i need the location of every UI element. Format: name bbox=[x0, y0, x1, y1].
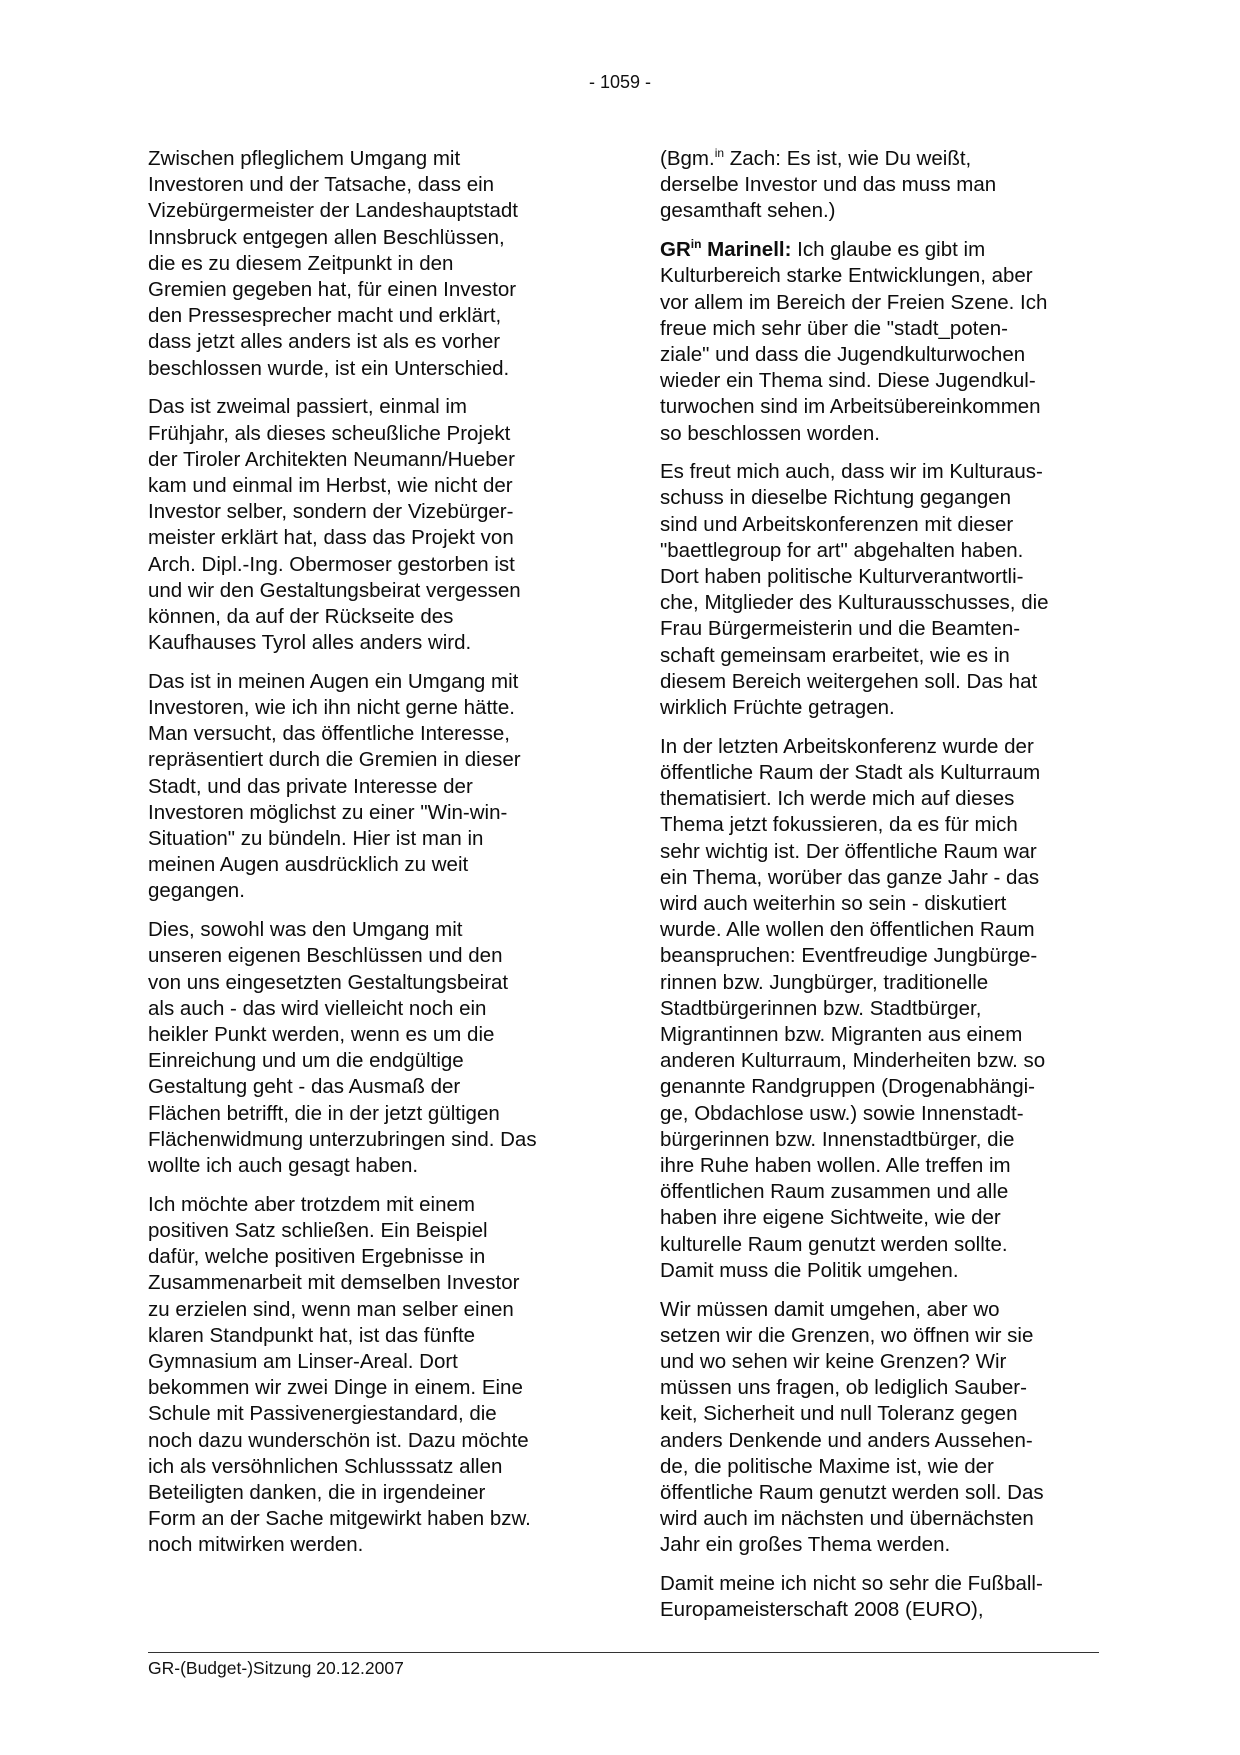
text-line: so beschlossen worden. bbox=[660, 421, 880, 445]
text-line: setzen wir die Grenzen, wo öffnen wir sie bbox=[660, 1323, 1034, 1347]
text-line: bürgerinnen bzw. Innenstadtbürger, die bbox=[660, 1127, 1015, 1151]
text-line: anderen Kulturraum, Minderheiten bzw. so bbox=[660, 1049, 1046, 1073]
interjection-rest: Zach: Es ist, wie Du weißt, bbox=[724, 147, 972, 170]
text-line: der Tiroler Architekten Neumann/Hueber bbox=[148, 447, 515, 471]
text-line: Wir müssen damit umgehen, aber wo bbox=[660, 1297, 1000, 1321]
text-line: Investoren, wie ich ihn nicht gerne hätte. bbox=[148, 696, 515, 720]
text-line: wollte ich auch gesagt haben. bbox=[148, 1154, 419, 1178]
text-line: unseren eigenen Beschlüssen und den bbox=[148, 944, 503, 968]
text-line bbox=[660, 146, 1100, 172]
interjection-prefix: (Bgm. bbox=[660, 147, 715, 170]
paragraph bbox=[148, 917, 588, 1179]
text-line: "baettlegroup for art" abgehalten haben. bbox=[660, 538, 1024, 562]
paragraph bbox=[660, 1571, 1100, 1623]
text-line: Innsbruck entgegen allen Beschlüssen, bbox=[148, 225, 505, 249]
text-line: den Pressesprecher macht und erklärt, bbox=[148, 304, 502, 328]
text-line: Das ist zweimal passiert, einmal im bbox=[148, 395, 467, 419]
text-line: öffentlichen Raum zusammen und alle bbox=[660, 1180, 1009, 1204]
text-line: de, die politische Maxime ist, wie der bbox=[660, 1454, 994, 1478]
text-line: Das ist in meinen Augen ein Umgang mit bbox=[148, 669, 519, 693]
text-line: beschlossen wurde, ist ein Unterschied. bbox=[148, 356, 510, 380]
text-line: ich als versöhnlichen Schlusssatz allen bbox=[148, 1454, 503, 1478]
text-line: Gremien gegeben hat, für einen Investor bbox=[148, 278, 517, 302]
text-line: freue mich sehr über die "stadt_poten- bbox=[660, 316, 1008, 340]
text-line: und wo sehen wir keine Grenzen? Wir bbox=[660, 1349, 1007, 1373]
text-line: Es freut mich auch, dass wir im Kulturaus- bbox=[660, 460, 1043, 484]
text-line: rinnen bzw. Jungbürger, traditionelle bbox=[660, 970, 989, 994]
footer-session-label: GR-(Budget-)Sitzung 20.12.2007 bbox=[148, 1658, 404, 1678]
text-line: gegangen. bbox=[148, 879, 245, 903]
text-line: Flächen betrifft, die in der jetzt gültigen bbox=[148, 1101, 500, 1125]
text-line: schuss in dieselbe Richtung gegangen bbox=[660, 486, 1012, 510]
text-line: Thema jetzt fokussieren, da es für mich bbox=[660, 813, 1018, 837]
text-line: Vizebürgermeister der Landeshauptstadt bbox=[148, 199, 518, 223]
text-line: wieder ein Thema sind. Diese Jugendkul- bbox=[660, 369, 1036, 393]
text-line: che, Mitglieder des Kulturausschusses, die bbox=[660, 591, 1049, 615]
text-line: Beteiligten danken, die in irgendeiner bbox=[148, 1480, 486, 1504]
text-line: sehr wichtig ist. Der öffentliche Raum war bbox=[660, 839, 1037, 863]
right-column bbox=[660, 146, 1100, 1636]
text-line: Einreichung und um die endgültige bbox=[148, 1049, 464, 1073]
paragraph bbox=[148, 146, 588, 382]
text-line: Frau Bürgermeisterin und die Beamten- bbox=[660, 617, 1021, 641]
text-line: Ich möchte aber trotzdem mit einem bbox=[148, 1192, 475, 1216]
speaker-label: Marinell: bbox=[701, 238, 792, 262]
paragraph bbox=[148, 1192, 588, 1559]
paragraph bbox=[660, 459, 1100, 721]
text-line: Frühjahr, als dieses scheußliche Projekt bbox=[148, 421, 511, 445]
text-line: müssen uns fragen, ob lediglich Sauber- bbox=[660, 1376, 1027, 1400]
speech-first-line: Ich glaube es gibt im bbox=[791, 238, 986, 262]
text-line: wirklich Früchte getragen. bbox=[660, 696, 895, 720]
text-line: Gestaltung geht - das Ausmaß der bbox=[148, 1075, 461, 1099]
text-line: beanspruchen: Eventfreudige Jungbürge- bbox=[660, 944, 1038, 968]
paragraph bbox=[660, 734, 1100, 1284]
text-line: Migrantinnen bzw. Migranten aus einem bbox=[660, 1023, 1023, 1046]
text-line: ziale" und dass die Jugendkulturwochen bbox=[660, 342, 1026, 366]
text-line: Man versucht, das öffentliche Interesse, bbox=[148, 722, 510, 746]
text-line: schaft gemeinsam erarbeitet, wie es in bbox=[660, 643, 1010, 667]
text-line: sind und Arbeitskonferenzen mit dieser bbox=[660, 512, 1014, 536]
text-line: turwochen sind im Arbeitsübereinkommen bbox=[660, 395, 1041, 419]
page-number: - 1059 - bbox=[588, 72, 652, 92]
text-line: Damit meine ich nicht so sehr die Fußball- bbox=[660, 1572, 1043, 1596]
text-line: wird auch weiterhin so sein - diskutiert bbox=[660, 891, 1007, 915]
text-line: dafür, welche positiven Ergebnisse in bbox=[148, 1245, 486, 1269]
text-line: meister erklärt hat, dass das Projekt von bbox=[148, 526, 514, 550]
text-line: noch mitwirken werden. bbox=[148, 1533, 364, 1557]
text-line: bekommen wir zwei Dinge in einem. Eine bbox=[148, 1376, 523, 1400]
text-line: und wir den Gestaltungsbeirat vergessen bbox=[148, 578, 521, 602]
text-line: Jahr ein großes Thema werden. bbox=[660, 1533, 951, 1557]
text-line: meinen Augen ausdrücklich zu weit bbox=[148, 853, 469, 877]
text-line: Investoren möglichst zu einer "Win-win- bbox=[148, 800, 508, 824]
text-line: Schule mit Passivenergiestandard, die bbox=[148, 1402, 497, 1426]
text-line: positiven Satz schließen. Ein Beispiel bbox=[148, 1218, 488, 1242]
text-line: Stadtbürgerinnen bzw. Stadtbürger, bbox=[660, 996, 982, 1020]
text-line: gesamthaft sehen.) bbox=[660, 199, 836, 223]
paragraph bbox=[148, 669, 588, 905]
text-line: öffentliche Raum genutzt werden soll. Das bbox=[660, 1480, 1044, 1504]
text-line: Gymnasium am Linser-Areal. Dort bbox=[148, 1349, 458, 1373]
text-line: klaren Standpunkt hat, ist das fünfte bbox=[148, 1323, 476, 1347]
text-line: dass jetzt alles anders ist als es vorher bbox=[148, 330, 501, 354]
text-line: Kulturbereich starke Entwicklungen, aber bbox=[660, 264, 1033, 288]
text-line: Damit muss die Politik umgehen. bbox=[660, 1258, 959, 1282]
text-line: Investor selber, sondern der Vizebürger- bbox=[148, 500, 514, 524]
text-line: kam und einmal im Herbst, wie nicht der bbox=[148, 473, 513, 497]
text-line: Situation" zu bündeln. Hier ist man in bbox=[148, 827, 484, 851]
text-line: thematisiert. Ich werde mich auf dieses bbox=[660, 787, 1015, 811]
text-line: repräsentiert durch die Gremien in dieser bbox=[148, 748, 521, 772]
paragraph bbox=[148, 394, 588, 656]
text-line: wird auch im nächsten und übernächsten bbox=[660, 1507, 1034, 1531]
text-line: Stadt, und das private Interesse der bbox=[148, 774, 473, 798]
text-line: noch dazu wunderschön ist. Dazu möchte bbox=[148, 1428, 529, 1452]
text-line: heikler Punkt werden, wenn es um die bbox=[148, 1023, 495, 1046]
speaker-prefix: GR bbox=[660, 238, 691, 262]
text-line: können, da auf der Rückseite des bbox=[148, 604, 454, 628]
speaker-name bbox=[660, 238, 791, 261]
text-line: Kaufhauses Tyrol alles anders wird. bbox=[148, 631, 472, 655]
text-line: ihre Ruhe haben wollen. Alle treffen im bbox=[660, 1154, 1011, 1178]
left-column bbox=[148, 146, 588, 1571]
text-line: keit, Sicherheit und null Toleranz gegen bbox=[660, 1402, 1018, 1426]
paragraph bbox=[660, 1297, 1100, 1559]
text-line: Europameisterschaft 2008 (EURO), bbox=[660, 1598, 984, 1622]
text-line: von uns eingesetzten Gestaltungsbeirat bbox=[148, 970, 509, 994]
text-line: vor allem im Bereich der Freien Szene. Ich bbox=[660, 290, 1048, 314]
text-line: derselbe Investor und das muss man bbox=[660, 173, 997, 197]
footer-divider bbox=[148, 1652, 1099, 1653]
text-line: Dort haben politische Kulturverantwortli- bbox=[660, 565, 1024, 589]
superscript: in bbox=[714, 146, 725, 160]
text-line: Arch. Dipl.-Ing. Obermoser gestorben ist bbox=[148, 552, 515, 576]
text-line: Investoren und der Tatsache, dass ein bbox=[148, 173, 495, 197]
text-line: ge, Obdachlose usw.) sowie Innenstadt- bbox=[660, 1101, 1024, 1125]
text-line: diesem Bereich weitergehen soll. Das hat bbox=[660, 669, 1038, 693]
text-line: Zwischen pfleglichem Umgang mit bbox=[148, 147, 461, 170]
text-line: Form an der Sache mitgewirkt haben bzw. bbox=[148, 1507, 531, 1531]
text-line: Flächenwidmung unterzubringen sind. Das bbox=[148, 1127, 537, 1151]
superscript: in bbox=[690, 237, 702, 252]
text-line: In der letzten Arbeitskonferenz wurde der bbox=[660, 734, 1034, 758]
text-line: zu erzielen sind, wenn man selber einen bbox=[148, 1297, 514, 1321]
interjection-paragraph bbox=[660, 146, 1100, 225]
text-line bbox=[660, 237, 1100, 263]
text-line: ein Thema, worüber das ganze Jahr - das bbox=[660, 865, 1040, 889]
text-line: haben ihre eigene Sichtweite, wie der bbox=[660, 1206, 1001, 1230]
text-line: Zusammenarbeit mit demselben Investor bbox=[148, 1271, 520, 1295]
text-line: genannte Randgruppen (Drogenabhängi- bbox=[660, 1075, 1035, 1099]
text-line: öffentliche Raum der Stadt als Kulturraum bbox=[660, 760, 1041, 784]
text-line: Dies, sowohl was den Umgang mit bbox=[148, 918, 463, 942]
text-line: wurde. Alle wollen den öffentlichen Raum bbox=[660, 918, 1035, 942]
text-line: kulturelle Raum genutzt werden sollte. bbox=[660, 1232, 1008, 1256]
speech-paragraph bbox=[660, 237, 1100, 447]
text-line: anders Denkende und anders Aussehen- bbox=[660, 1428, 1033, 1452]
text-line: als auch - das wird vielleicht noch ein bbox=[148, 996, 487, 1020]
text-line: die es zu diesem Zeitpunkt in den bbox=[148, 251, 454, 275]
